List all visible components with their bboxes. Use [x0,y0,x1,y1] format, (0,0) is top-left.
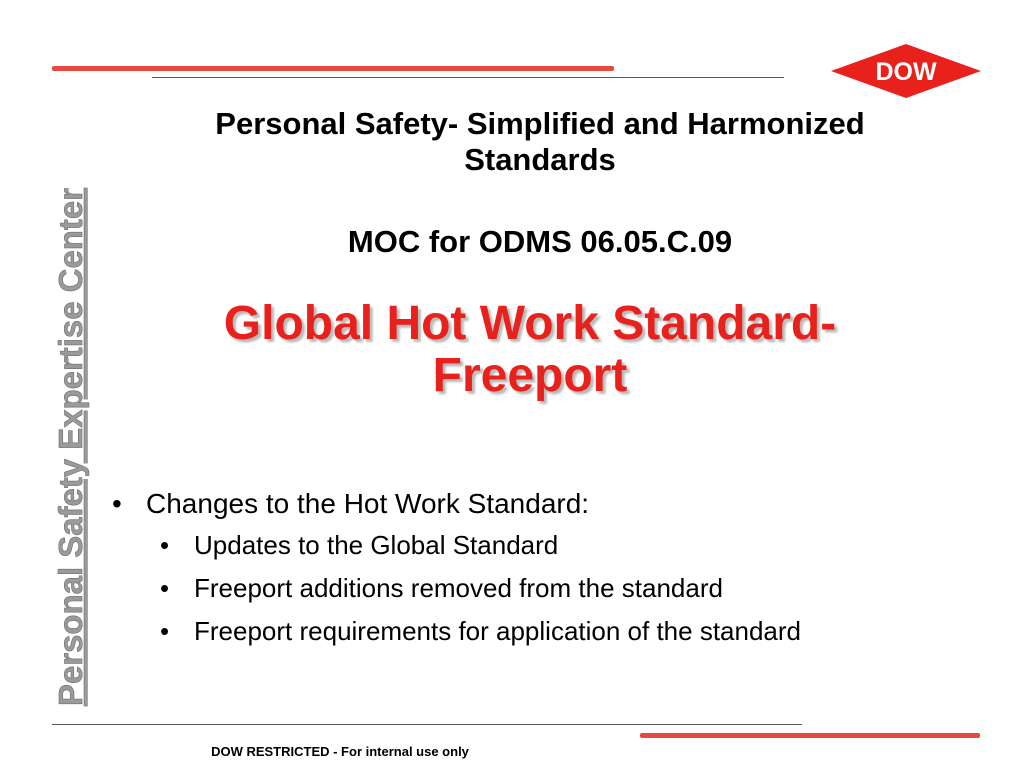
dow-logo [828,41,984,101]
list-item [160,524,992,567]
bullet-main-text: Changes to the Hot Work Standard: [146,488,590,519]
list-item [160,567,992,610]
logo-text: DOW [875,58,937,86]
moc-subtitle: MOC for ODMS 06.05.C.09 [347,224,733,259]
bullet-icon: • [160,530,170,560]
bullet-icon: • [160,573,170,603]
sidebar-vertical-title [48,184,92,710]
bottom-red-bar [640,733,980,738]
bottom-divider-line [52,724,802,725]
footer-restriction-text: DOW RESTRICTED - For internal use only [211,744,469,759]
headline: Global Hot Work Standard- Freeport [223,297,837,402]
list-item [112,484,992,524]
sub-bullet-text: Freeport requirements for application of the standard [194,616,802,646]
top-red-bar [52,66,614,71]
page-title: Personal Safety- Simplified and Harmonized Standards [215,106,865,177]
sub-bullet-text: Updates to the Global Standard [194,530,559,560]
bullet-icon: • [112,488,122,519]
list-item [160,610,992,653]
sub-bullet-text: Freeport additions removed from the standard [194,573,723,603]
bullet-icon: • [160,616,170,646]
sidebar-text: Personal Safety Expertise Center [52,186,89,706]
top-divider-line [152,77,784,78]
bullet-list [112,484,992,653]
